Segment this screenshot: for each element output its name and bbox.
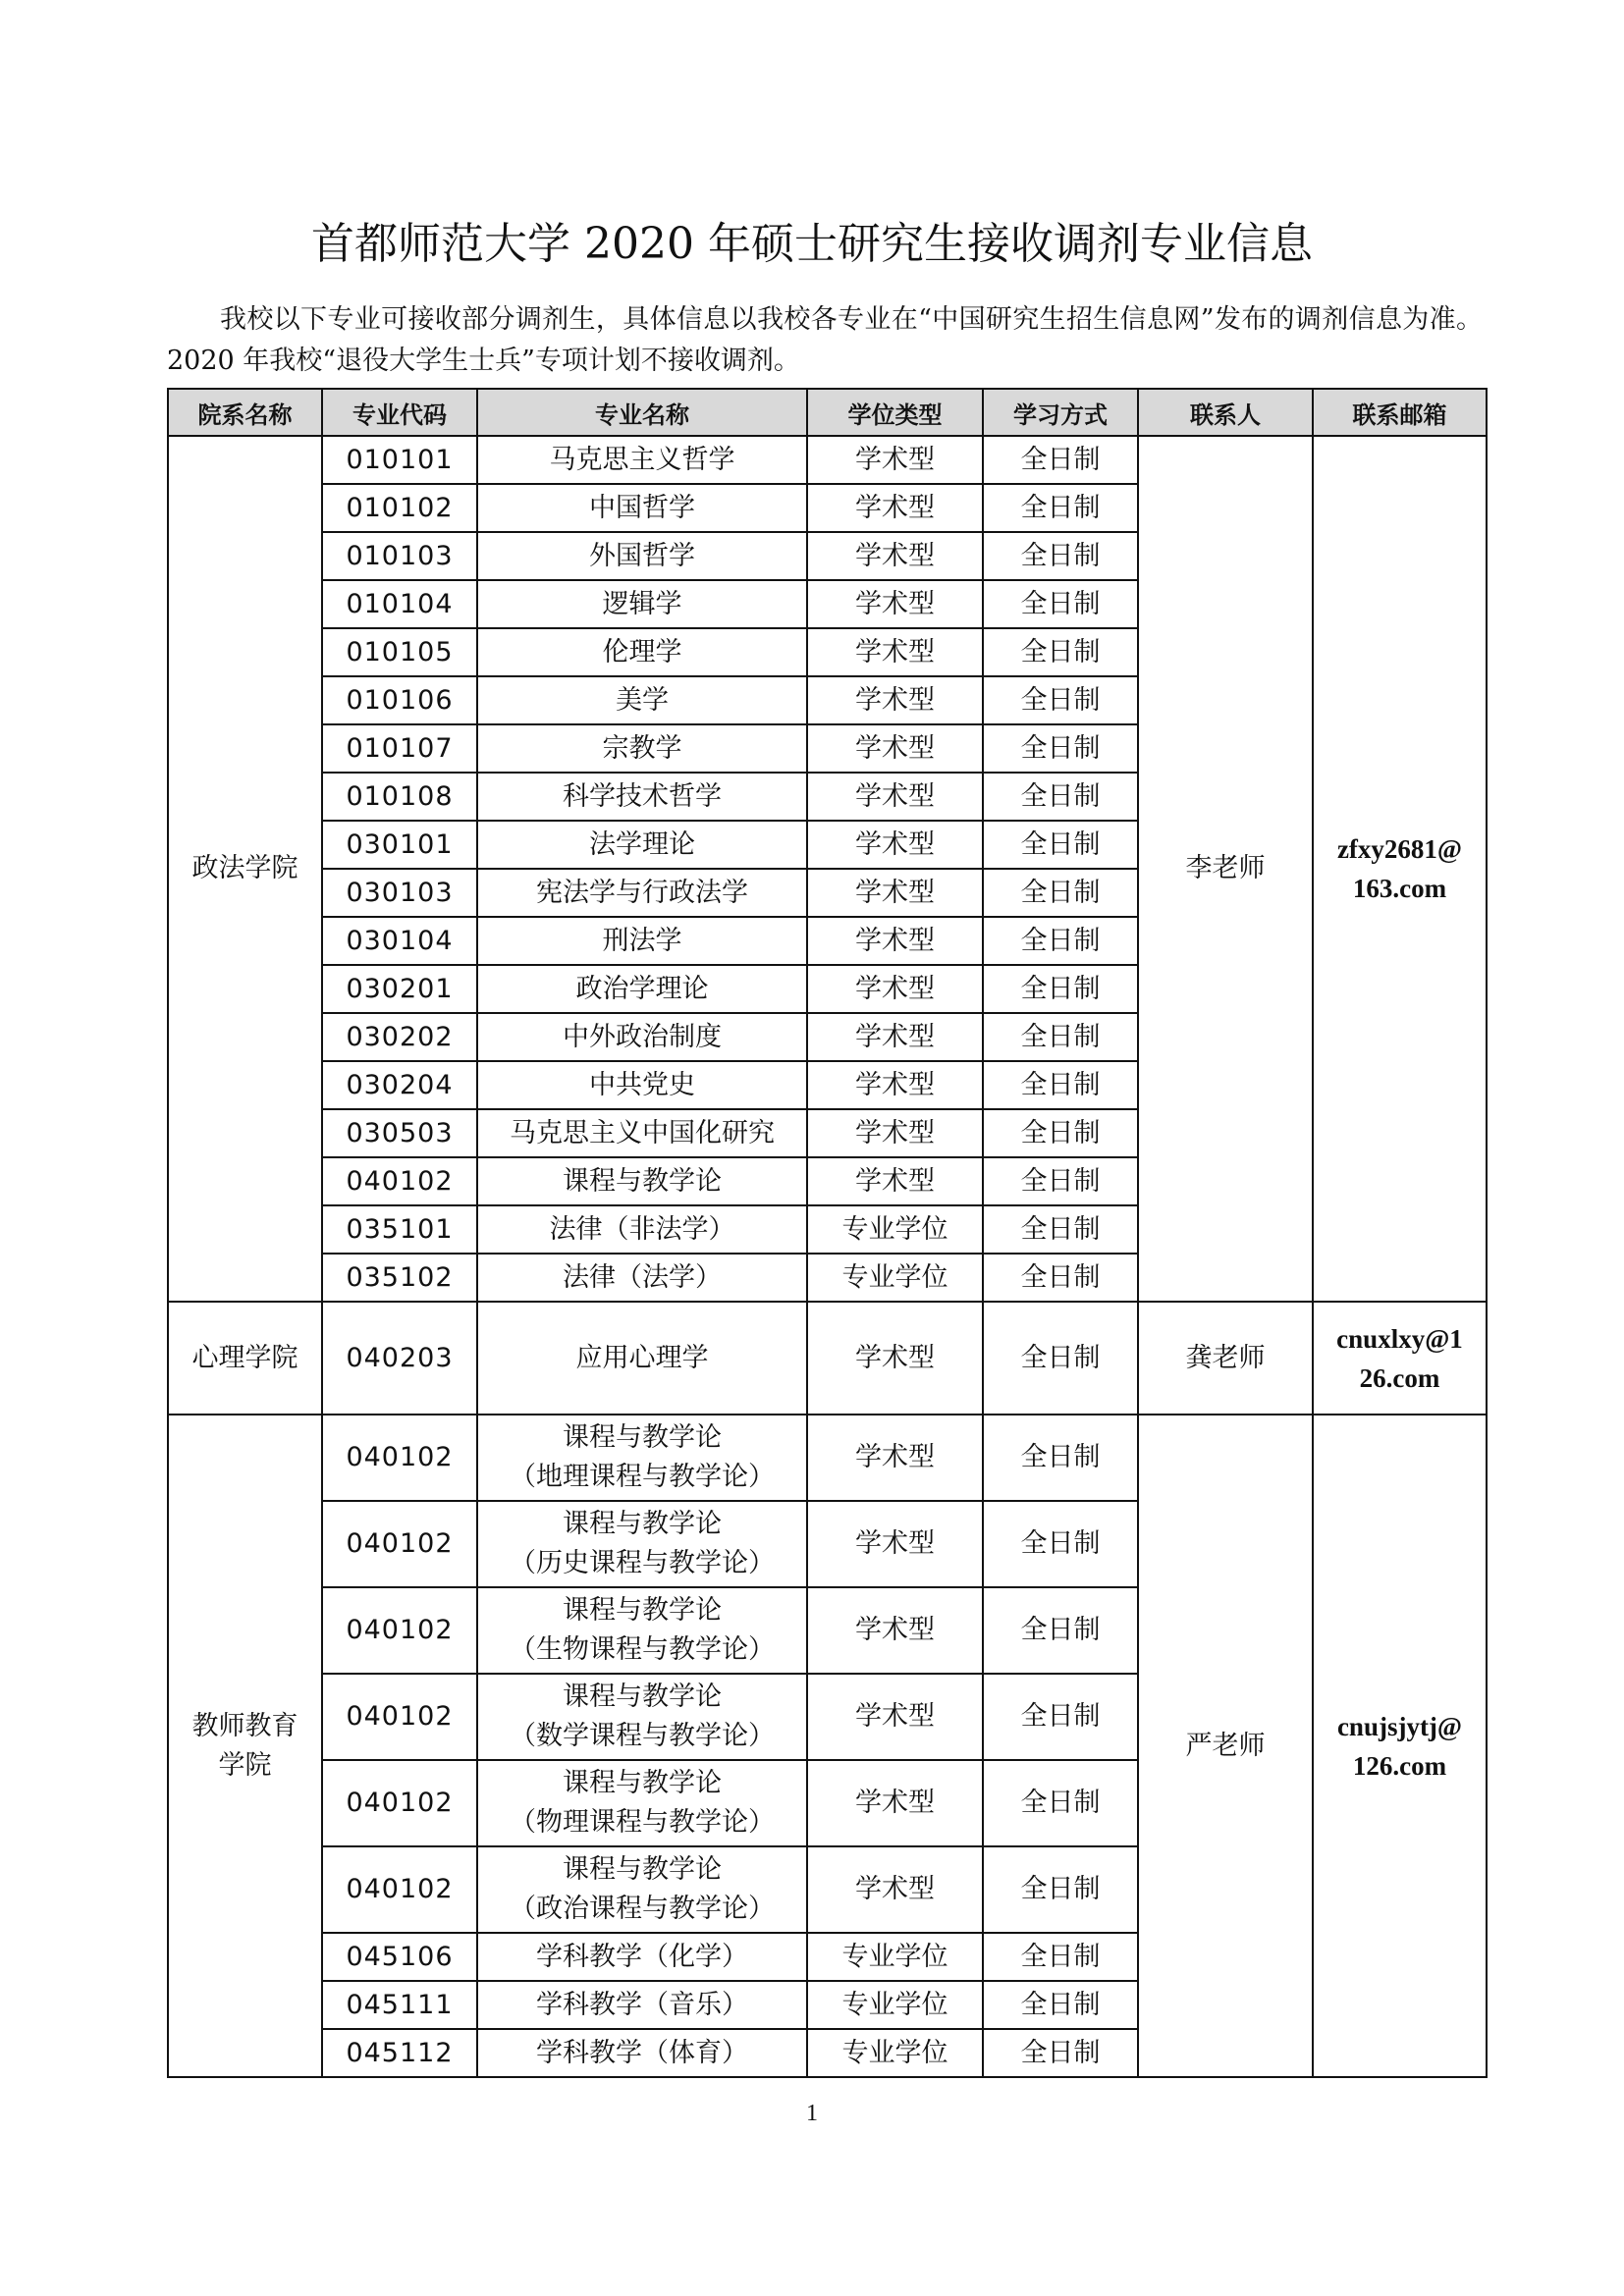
major-code-cell: 030101 — [322, 821, 477, 869]
degree-type-cell: 专业学位 — [807, 1933, 983, 1981]
degree-type-cell: 学术型 — [807, 1674, 983, 1760]
study-mode-cell: 全日制 — [983, 1587, 1138, 1674]
study-mode-cell: 全日制 — [983, 1933, 1138, 1981]
email-line: 26.com — [1359, 1362, 1440, 1393]
degree-type-cell: 学术型 — [807, 532, 983, 580]
study-mode-cell: 全日制 — [983, 1981, 1138, 2029]
degree-type-cell: 学术型 — [807, 1157, 983, 1205]
major-code-cell: 030201 — [322, 965, 477, 1013]
table-row — [168, 1415, 1487, 1501]
major-name-cell — [477, 1933, 807, 1981]
email-line: cnuxlxy@1 — [1336, 1323, 1463, 1354]
major-code-cell: 030503 — [322, 1109, 477, 1157]
major-name-line: 课程与教学论 — [563, 1854, 722, 1885]
document-title: 首都师范大学 2020 年硕士研究生接收调剂专业信息 — [311, 219, 1313, 269]
major-code-cell: 010106 — [322, 676, 477, 724]
study-mode-cell: 全日制 — [983, 1109, 1138, 1157]
major-name-cell — [477, 1157, 807, 1205]
major-name-cell — [477, 1302, 807, 1415]
header-study-mode: 学习方式 — [983, 389, 1138, 436]
study-mode-cell: 全日制 — [983, 821, 1138, 869]
major-name-cell — [477, 676, 807, 724]
degree-type-cell: 学术型 — [807, 1013, 983, 1061]
major-name-cell — [477, 628, 807, 676]
degree-type-cell: 学术型 — [807, 628, 983, 676]
major-code-cell: 040102 — [322, 1587, 477, 1674]
major-code-cell: 035101 — [322, 1205, 477, 1254]
header-email: 联系邮箱 — [1313, 389, 1487, 436]
study-mode-cell: 全日制 — [983, 1760, 1138, 1846]
major-name-cell — [477, 773, 807, 821]
header-name: 专业名称 — [477, 389, 807, 436]
email-line: zfxy2681@ — [1336, 834, 1463, 864]
degree-type-cell: 学术型 — [807, 676, 983, 724]
major-name-line: 学科教学（体育） — [536, 2037, 748, 2068]
major-name-line: 刑法学 — [602, 925, 682, 956]
major-code-cell: 010108 — [322, 773, 477, 821]
degree-type-cell: 学术型 — [807, 1415, 983, 1501]
study-mode-cell: 全日制 — [983, 965, 1138, 1013]
major-code-cell: 040102 — [322, 1157, 477, 1205]
major-name-line: 中外政治制度 — [563, 1021, 722, 1052]
major-name-cell — [477, 532, 807, 580]
major-name-line: （物理课程与教学论） — [510, 1807, 775, 1838]
degree-type-cell: 学术型 — [807, 1587, 983, 1674]
major-name-line: 课程与教学论 — [563, 1509, 722, 1539]
study-mode-cell: 全日制 — [983, 580, 1138, 628]
page-number: 1 — [806, 2101, 818, 2126]
major-code-cell: 040102 — [322, 1501, 477, 1587]
major-name-line: 课程与教学论 — [563, 1595, 722, 1626]
table-row — [168, 436, 1487, 484]
major-name-cell — [477, 869, 807, 917]
degree-type-cell: 学术型 — [807, 869, 983, 917]
study-mode-cell: 全日制 — [983, 1254, 1138, 1302]
contact-email-cell — [1313, 436, 1487, 1302]
major-name-line: 学科教学（音乐） — [536, 1989, 748, 2020]
major-name-line: 马克思主义哲学 — [549, 444, 735, 475]
contact-cell: 李老师 — [1138, 436, 1313, 1302]
major-name-cell — [477, 1205, 807, 1254]
department-cell — [168, 1415, 322, 2077]
major-name-cell — [477, 1981, 807, 2029]
major-code-cell: 040102 — [322, 1415, 477, 1501]
study-mode-cell: 全日制 — [983, 1061, 1138, 1109]
email-line: 126.com — [1352, 1750, 1447, 1781]
major-code-cell: 045112 — [322, 2029, 477, 2077]
intro-paragraph: 我校以下专业可接收部分调剂生，具体信息以我校各专业在“中国研究生招生信息网”发布的调剂信息为准。2020 年我校“退役大学生士兵”专项计划不接收调剂。 — [167, 304, 1483, 376]
major-name-line: 科学技术哲学 — [563, 780, 722, 812]
study-mode-cell: 全日制 — [983, 1846, 1138, 1933]
degree-type-cell: 学术型 — [807, 1501, 983, 1587]
degree-type-cell: 学术型 — [807, 965, 983, 1013]
degree-type-cell: 专业学位 — [807, 1981, 983, 2029]
degree-type-cell: 学术型 — [807, 484, 983, 532]
degree-type-cell: 学术型 — [807, 1061, 983, 1109]
major-name-line: 逻辑学 — [602, 588, 682, 619]
study-mode-cell: 全日制 — [983, 1415, 1138, 1501]
header-code: 专业代码 — [322, 389, 477, 436]
study-mode-cell: 全日制 — [983, 773, 1138, 821]
degree-type-cell: 学术型 — [807, 1846, 983, 1933]
major-name-line: 中共党史 — [589, 1069, 695, 1100]
major-name-line: 政治学理论 — [575, 973, 709, 1004]
major-name-cell — [477, 1587, 807, 1674]
major-code-cell: 035102 — [322, 1254, 477, 1302]
degree-type-cell: 专业学位 — [807, 1254, 983, 1302]
major-code-cell: 010101 — [322, 436, 477, 484]
major-name-line: 课程与教学论 — [563, 1682, 722, 1712]
study-mode-cell: 全日制 — [983, 484, 1138, 532]
major-name-cell — [477, 2029, 807, 2077]
degree-type-cell: 学术型 — [807, 917, 983, 965]
degree-type-cell: 学术型 — [807, 580, 983, 628]
contact-email-cell — [1313, 1415, 1487, 2077]
degree-type-cell: 学术型 — [807, 773, 983, 821]
major-name-line: 应用心理学 — [575, 1342, 709, 1373]
table-body — [168, 436, 1487, 2077]
major-name-cell — [477, 1760, 807, 1846]
degree-type-cell: 专业学位 — [807, 2029, 983, 2077]
major-code-cell: 045111 — [322, 1981, 477, 2029]
degree-type-cell: 学术型 — [807, 1302, 983, 1415]
major-name-cell — [477, 1254, 807, 1302]
table-row — [168, 1302, 1487, 1415]
contact-email-cell — [1313, 1302, 1487, 1415]
department-line: 学院 — [218, 1749, 272, 1781]
degree-type-cell: 专业学位 — [807, 1205, 983, 1254]
major-code-cell: 040102 — [322, 1846, 477, 1933]
study-mode-cell: 全日制 — [983, 1157, 1138, 1205]
major-name-line: 宗教学 — [602, 732, 682, 764]
contact-cell: 严老师 — [1138, 1415, 1313, 2077]
major-name-line: 伦理学 — [602, 636, 682, 667]
major-code-cell: 045106 — [322, 1933, 477, 1981]
study-mode-cell: 全日制 — [983, 628, 1138, 676]
degree-type-cell: 学术型 — [807, 821, 983, 869]
major-code-cell: 010107 — [322, 724, 477, 773]
major-name-line: （数学课程与教学论） — [510, 1721, 775, 1751]
major-name-line: （历史课程与教学论） — [510, 1548, 775, 1578]
major-code-cell: 010103 — [322, 532, 477, 580]
major-name-cell — [477, 1013, 807, 1061]
major-name-cell — [477, 1501, 807, 1587]
major-name-cell — [477, 724, 807, 773]
study-mode-cell: 全日制 — [983, 532, 1138, 580]
degree-type-cell: 学术型 — [807, 436, 983, 484]
major-name-line: 课程与教学论 — [563, 1768, 722, 1798]
major-name-line: 课程与教学论 — [563, 1422, 722, 1453]
study-mode-cell: 全日制 — [983, 1674, 1138, 1760]
study-mode-cell: 全日制 — [983, 724, 1138, 773]
major-code-cell: 010102 — [322, 484, 477, 532]
study-mode-cell: 全日制 — [983, 1205, 1138, 1254]
major-name-line: （地理课程与教学论） — [510, 1462, 775, 1492]
major-name-line: 课程与教学论 — [563, 1165, 722, 1197]
study-mode-cell: 全日制 — [983, 1302, 1138, 1415]
degree-type-cell: 学术型 — [807, 1109, 983, 1157]
study-mode-cell: 全日制 — [983, 917, 1138, 965]
department-cell: 政法学院 — [168, 436, 322, 1302]
major-name-line: 中国哲学 — [589, 492, 695, 523]
major-code-cell: 030103 — [322, 869, 477, 917]
major-code-cell: 040203 — [322, 1302, 477, 1415]
study-mode-cell: 全日制 — [983, 1501, 1138, 1587]
major-name-cell — [477, 1674, 807, 1760]
major-code-cell: 010105 — [322, 628, 477, 676]
degree-type-cell: 学术型 — [807, 724, 983, 773]
major-name-cell — [477, 1415, 807, 1501]
major-name-line: （政治课程与教学论） — [510, 1894, 775, 1924]
program-table — [167, 388, 1488, 2078]
major-name-cell — [477, 1061, 807, 1109]
major-code-cell: 030204 — [322, 1061, 477, 1109]
study-mode-cell: 全日制 — [983, 436, 1138, 484]
email-line: cnujsjytj@ — [1336, 1711, 1463, 1741]
header-department: 院系名称 — [168, 389, 322, 436]
major-code-cell: 040102 — [322, 1674, 477, 1760]
contact-cell: 龚老师 — [1138, 1302, 1313, 1415]
table-header-row — [168, 389, 1487, 436]
major-name-line: （生物课程与教学论） — [510, 1634, 775, 1665]
department-cell: 心理学院 — [168, 1302, 322, 1415]
study-mode-cell: 全日制 — [983, 676, 1138, 724]
major-name-line: 法学理论 — [589, 828, 695, 860]
department-line: 教师教育 — [191, 1710, 298, 1741]
header-degree-type: 学位类型 — [807, 389, 983, 436]
major-name-cell — [477, 1109, 807, 1157]
major-name-line: 宪法学与行政法学 — [536, 877, 748, 908]
major-name-line: 美学 — [616, 684, 669, 716]
major-code-cell: 010104 — [322, 580, 477, 628]
study-mode-cell: 全日制 — [983, 2029, 1138, 2077]
major-name-cell — [477, 1846, 807, 1933]
major-name-cell — [477, 965, 807, 1013]
major-name-line: 马克思主义中国化研究 — [510, 1117, 775, 1148]
major-name-cell — [477, 821, 807, 869]
major-code-cell: 030104 — [322, 917, 477, 965]
study-mode-cell: 全日制 — [983, 1013, 1138, 1061]
major-name-cell — [477, 484, 807, 532]
major-code-cell: 030202 — [322, 1013, 477, 1061]
email-line: 163.com — [1352, 874, 1447, 903]
major-name-line: 法律（法学） — [563, 1261, 722, 1293]
major-name-line: 学科教学（化学） — [536, 1941, 748, 1972]
major-code-cell: 040102 — [322, 1760, 477, 1846]
major-name-cell — [477, 436, 807, 484]
major-name-line: 外国哲学 — [589, 540, 695, 571]
header-contact: 联系人 — [1138, 389, 1313, 436]
major-name-line: 法律（非法学） — [549, 1213, 735, 1245]
major-name-cell — [477, 580, 807, 628]
degree-type-cell: 学术型 — [807, 1760, 983, 1846]
major-name-cell — [477, 917, 807, 965]
study-mode-cell: 全日制 — [983, 869, 1138, 917]
